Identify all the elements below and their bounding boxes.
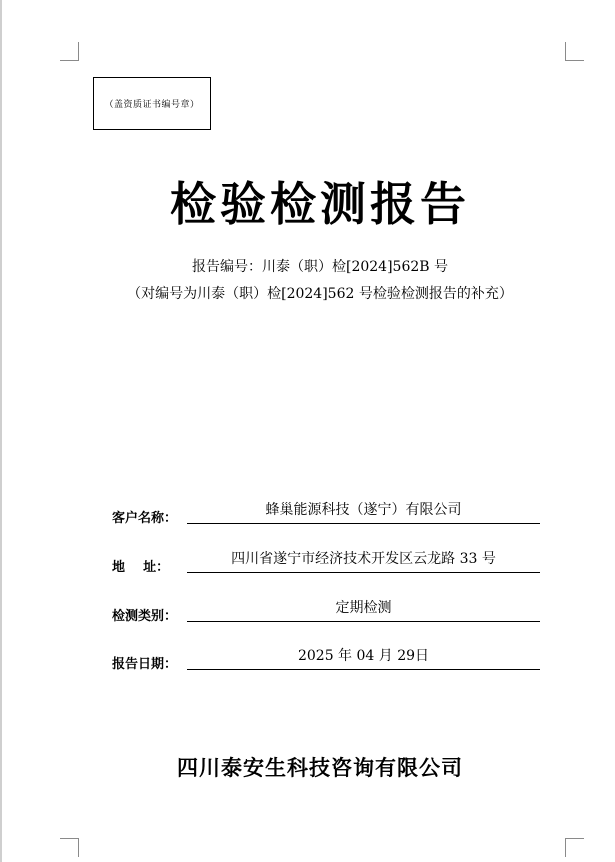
report-number: 报告编号：川泰（职）检[2024]562B 号 bbox=[191, 259, 448, 275]
crop-mark-bottom-right bbox=[565, 838, 584, 857]
client-label: 客户名称： bbox=[112, 511, 178, 526]
address-field bbox=[112, 551, 540, 577]
report-date-field bbox=[112, 648, 540, 674]
address-label: 地 址： bbox=[112, 560, 170, 575]
issuer-company-name: 四川泰安生科技咨询有限公司 bbox=[177, 755, 463, 780]
crop-mark-bottom-left bbox=[60, 838, 79, 857]
client-value: 蜂巢能源科技（遂宁）有限公司 bbox=[187, 499, 540, 524]
stamp-box-text: （盖资质证书编号章） bbox=[104, 100, 200, 110]
crop-mark-top-left bbox=[60, 42, 79, 61]
page-edge bbox=[0, 0, 2, 862]
stamp-box bbox=[93, 77, 211, 130]
report-date-value: 2025 年 04 月 29日 bbox=[187, 645, 540, 670]
crop-mark-top-right bbox=[565, 42, 584, 61]
test-type-field bbox=[112, 600, 540, 626]
test-type-value: 定期检测 bbox=[187, 597, 540, 622]
document-title: 检验检测报告 bbox=[170, 177, 470, 231]
supplement-note: （对编号为川泰（职）检[2024]562 号检验检测报告的补充） bbox=[127, 286, 513, 302]
report-date-label: 报告日期： bbox=[112, 657, 178, 672]
client-field bbox=[112, 502, 540, 528]
test-type-label: 检测类别： bbox=[112, 609, 178, 624]
address-value: 四川省遂宁市经济技术开发区云龙路 33 号 bbox=[187, 548, 540, 573]
